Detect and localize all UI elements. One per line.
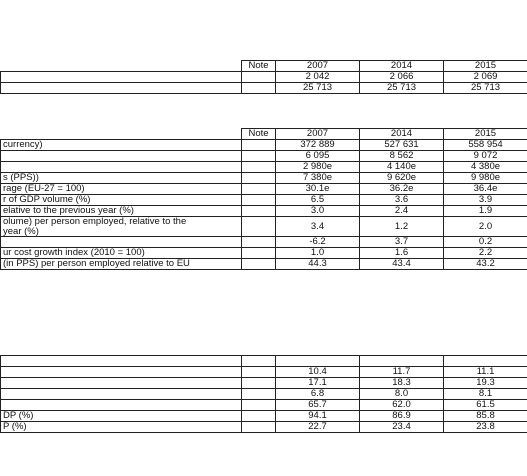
value-cell: 25 713 [444, 83, 527, 94]
value-cell: 2 980e [276, 162, 360, 173]
row-label [1, 83, 242, 94]
value-cell: 43.4 [360, 259, 444, 270]
table-row [1, 237, 527, 248]
note-cell [242, 195, 276, 206]
row-label [1, 378, 242, 389]
note-cell [242, 411, 276, 422]
table-row [1, 195, 527, 206]
note-cell [242, 259, 276, 270]
note-cell [242, 367, 276, 378]
table-row [1, 83, 527, 94]
note-cell [242, 217, 276, 237]
value-cell: 36.2e [360, 184, 444, 195]
structure-table [0, 355, 527, 433]
value-cell: 2 069 [444, 72, 527, 83]
row-label: ur cost growth index (2010 = 100) [1, 248, 242, 259]
value-cell: 85.8 [444, 411, 527, 422]
note-cell [242, 83, 276, 94]
note-cell [242, 72, 276, 83]
value-cell: 22.7 [276, 422, 360, 433]
note-cell [242, 248, 276, 259]
value-cell: 372 889 [276, 140, 360, 151]
year-header: 2014 [360, 61, 444, 72]
table-row [1, 411, 527, 422]
row-label: s (PPS)) [1, 173, 242, 184]
value-cell: 61.5 [444, 400, 527, 411]
row-label [1, 217, 242, 237]
value-cell: 8 562 [360, 151, 444, 162]
value-cell: 11.7 [360, 367, 444, 378]
value-cell: 36.4e [444, 184, 527, 195]
note-cell [242, 389, 276, 400]
note-cell [242, 206, 276, 217]
table-row [1, 217, 527, 237]
value-cell: 7 380e [276, 173, 360, 184]
year-header: 2014 [360, 129, 444, 140]
note-cell [242, 356, 276, 367]
value-cell: 25 713 [276, 83, 360, 94]
value-cell: 0.2 [444, 237, 527, 248]
row-label [1, 237, 242, 248]
row-label [1, 400, 242, 411]
value-cell: 8.0 [360, 389, 444, 400]
value-cell: -6.2 [276, 237, 360, 248]
table-row [1, 206, 527, 217]
value-cell: 23.8 [444, 422, 527, 433]
table-row [1, 389, 527, 400]
value-cell: 2.2 [444, 248, 527, 259]
value-cell: 3.6 [360, 195, 444, 206]
note-cell [242, 140, 276, 151]
value-cell: 3.0 [276, 206, 360, 217]
year-header: 2015 [444, 129, 527, 140]
table-row [1, 162, 527, 173]
row-label: r of GDP volume (%) [1, 195, 242, 206]
table-row [1, 259, 527, 270]
value-cell: 18.3 [360, 378, 444, 389]
table-row [1, 248, 527, 259]
note-cell [242, 400, 276, 411]
value-cell: 1.6 [360, 248, 444, 259]
value-cell: 4 380e [444, 162, 527, 173]
value-cell: 11.1 [444, 367, 527, 378]
row-label-line: year (%) [3, 225, 39, 237]
value-cell: 9 980e [444, 173, 527, 184]
value-cell [360, 356, 444, 367]
header-row [1, 61, 527, 72]
year-header: 2007 [276, 129, 360, 140]
row-label [1, 151, 242, 162]
year-header: 2015 [444, 61, 527, 72]
value-cell: 2.4 [360, 206, 444, 217]
value-cell: 10.4 [276, 367, 360, 378]
value-cell: 9 072 [444, 151, 527, 162]
note-cell [242, 173, 276, 184]
value-cell: 30.1e [276, 184, 360, 195]
row-label [1, 72, 242, 83]
value-cell: 527 631 [360, 140, 444, 151]
note-cell [242, 378, 276, 389]
row-label: DP (%) [1, 411, 242, 422]
value-cell: 1.2 [360, 217, 444, 237]
row-label: elative to the previous year (%) [1, 206, 242, 217]
value-cell [444, 356, 527, 367]
note-header: Note [242, 129, 276, 140]
note-cell [242, 162, 276, 173]
table-row [1, 72, 527, 83]
value-cell: 17.1 [276, 378, 360, 389]
value-cell: 2 042 [276, 72, 360, 83]
row-label: currency) [1, 140, 242, 151]
value-cell: 6.5 [276, 195, 360, 206]
note-cell [242, 184, 276, 195]
row-label [1, 367, 242, 378]
row-label [1, 389, 242, 400]
population-table [0, 60, 527, 94]
value-cell: 4 140e [360, 162, 444, 173]
header-row [1, 129, 527, 140]
value-cell: 558 954 [444, 140, 527, 151]
value-cell: 2.0 [444, 217, 527, 237]
row-label [1, 61, 242, 72]
value-cell: 65.7 [276, 400, 360, 411]
value-cell: 94.1 [276, 411, 360, 422]
value-cell: 23.4 [360, 422, 444, 433]
value-cell: 9 620e [360, 173, 444, 184]
value-cell [276, 356, 360, 367]
value-cell: 1.0 [276, 248, 360, 259]
value-cell: 6.8 [276, 389, 360, 400]
table-row [1, 367, 527, 378]
row-label: P (%) [1, 422, 242, 433]
row-label-line: olume) per person employed, relative to the [3, 216, 187, 227]
value-cell: 3.9 [444, 195, 527, 206]
table-row [1, 422, 527, 433]
value-cell: 6 095 [276, 151, 360, 162]
value-cell: 44.3 [276, 259, 360, 270]
value-cell: 19.3 [444, 378, 527, 389]
table-row [1, 151, 527, 162]
year-header: 2007 [276, 61, 360, 72]
value-cell: 86.9 [360, 411, 444, 422]
row-label: (in PPS) per person employed relative to EU [1, 259, 242, 270]
value-cell: 43.2 [444, 259, 527, 270]
table-row [1, 356, 527, 367]
row-label: rage (EU-27 = 100) [1, 184, 242, 195]
value-cell: 25 713 [360, 83, 444, 94]
table-row [1, 378, 527, 389]
value-cell: 2 066 [360, 72, 444, 83]
value-cell: 62.0 [360, 400, 444, 411]
value-cell: 1.9 [444, 206, 527, 217]
value-cell: 3.7 [360, 237, 444, 248]
economy-table [0, 128, 527, 270]
value-cell: 8.1 [444, 389, 527, 400]
note-cell [242, 237, 276, 248]
row-label [1, 162, 242, 173]
table-row [1, 140, 527, 151]
value-cell: 3.4 [276, 217, 360, 237]
note-header: Note [242, 61, 276, 72]
row-label [1, 356, 242, 367]
table-row [1, 184, 527, 195]
row-label [1, 129, 242, 140]
table-row [1, 400, 527, 411]
note-cell [242, 422, 276, 433]
table-row [1, 173, 527, 184]
note-cell [242, 151, 276, 162]
